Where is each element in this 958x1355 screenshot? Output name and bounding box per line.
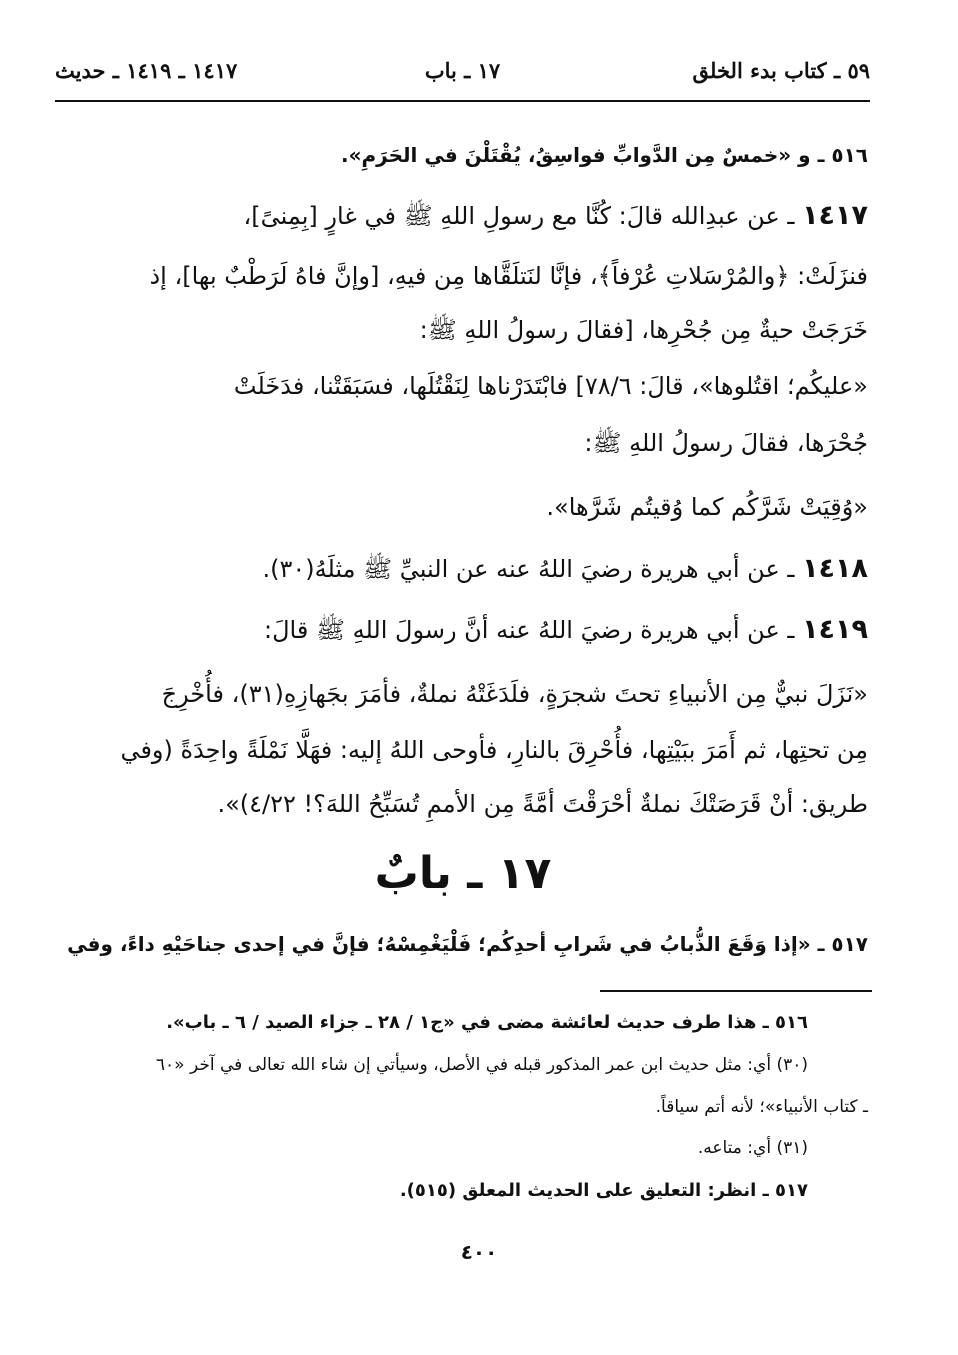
footnote-30-line-2: ـ كتاب الأنبياء»؛ لأنه أتم سياقاً. — [655, 1097, 868, 1117]
hadith-1419-line-3: مِن تحتِها، ثم أَمَرَ ببَيْتِها، فأُحْرِقَ بالنارِ، فأوحى اللهُ إليه: فهَلَّا نَمْلَةً واحِدَةً (وفي — [120, 736, 868, 764]
hadith-1417-line-4: «عليكُم؛ اقتُلوها»، قالَ: ٧٨/٦] فابْتَدَرْناها لِنَقْتُلَها، فسَبَقَتْنا، فدَخَلَتْ — [233, 372, 868, 400]
hadith-1417-line-1 — [244, 200, 869, 236]
footnote-516: ٥١٦ ـ هذا طرف حديث لعائشة مضى في «ج١ / ٢٨ ـ جزاء الصيد / ٦ ـ باب». — [166, 1012, 808, 1033]
hadith-number: ١٤١٩ — [802, 614, 868, 645]
footnote-rule — [600, 990, 872, 992]
hadith-1417-line-2: فنزَلَتْ: ﴿والمُرْسَلاتِ عُرْفاً﴾، فإنَّا لنَتلَقَّاها مِن فيهِ، [وإنَّ فاهُ لَرَطْبٌ بها]، إذ — [149, 262, 868, 290]
text-516: ٥١٦ ـ و «خمسٌ مِن الدَّوابِّ فواسِقُ، يُقْتَلْنَ في الحَرَمِ». — [341, 143, 868, 167]
chapter-heading: ١٧ ـ بابٌ — [374, 848, 552, 899]
text-517: ٥١٧ ـ «إذا وَقَعَ الذُّبابُ في شَرابِ أحدِكُم؛ فَلْيَغْمِسْهُ؛ فإنَّ في إحدى جناحَيْهِ داءً، وفي — [67, 932, 868, 956]
hadith-text: ـ عن عبدِالله قالَ: كُنَّا مع رسولِ اللهِ ﷺ في غارٍ [بِمِنىً]، — [243, 202, 795, 230]
footnote-30-line-1: (٣٠) أي: مثل حديث ابن عمر المذكور قبله في الأصل، وسيأتي إن شاء الله تعالى في آخر «٦٠ — [155, 1055, 808, 1075]
hadith-text: ـ عن أبي هريرة رضيَ اللهُ عنه أنَّ رسولَ اللهِ ﷺ قالَ: — [264, 616, 795, 644]
header-chapter: ١٧ ـ باب — [424, 58, 501, 83]
header-book-title: ٥٩ ـ كتاب بدء الخلق — [692, 58, 870, 83]
page-number: ٤٠٠ — [460, 1240, 498, 1264]
hadith-1419-line-2: «نَزَلَ نبيٌّ مِن الأنبياءِ تحتَ شجرَةٍ، فلَدَغَتْهُ نملةٌ، فأمَرَ بجَهازِهِ(٣١)، فأُخْرِجَ — [161, 680, 868, 708]
hadith-number: ١٤١٧ — [802, 200, 868, 231]
hadith-number: ١٤١٨ — [802, 553, 868, 584]
footnote-517: ٥١٧ ـ انظر: التعليق على الحديث المعلق (٥١٥). — [399, 1180, 808, 1201]
hadith-1419-line-1 — [264, 614, 868, 650]
hadith-1417-line-3: خَرَجَتْ حيةٌ مِن جُحْرِها، [فقالَ رسولُ اللهِ ﷺ: — [419, 316, 868, 344]
hadith-text: ـ عن أبي هريرة رضيَ اللهُ عنه عن النبيِّ ﷺ مثلَهُ(٣٠). — [262, 555, 795, 583]
hadith-1417-line-5: جُحْرَها، فقالَ رسولُ اللهِ ﷺ: — [584, 429, 868, 457]
hadith-1417-line-6: «وُقِيَتْ شَرَّكُم كما وُقيتُم شَرَّها». — [546, 493, 868, 521]
hadith-1418 — [262, 553, 868, 589]
hadith-1419-line-4: طريق: أنْ قَرَصَتْكَ نملةٌ أحْرَقْتَ أمَّةً مِن الأممِ تُسَبِّحُ اللهَ؟! ٤/٢٢)». — [217, 790, 868, 818]
footnote-31: (٣١) أي: متاعه. — [697, 1138, 808, 1158]
main-text — [58, 0, 868, 990]
header-hadith-range: ١٤١٧ ـ ١٤١٩ ـ حديث — [55, 58, 238, 83]
